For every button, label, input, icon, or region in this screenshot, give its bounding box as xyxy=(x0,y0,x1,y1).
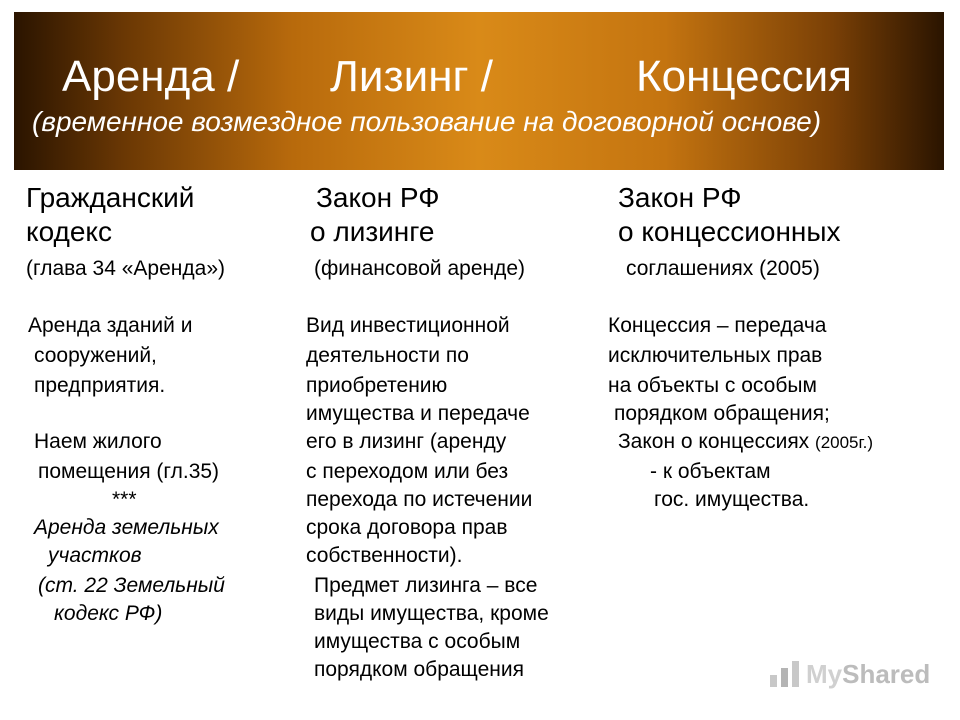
col3-header-line: о концессионных xyxy=(618,216,841,247)
col1-header-line: Гражданский xyxy=(26,182,195,213)
col1-line: (ст. 22 Земельный xyxy=(38,574,225,597)
col3-header-sub: соглашениях (2005) xyxy=(626,257,820,280)
col3-line: Концессия – передача xyxy=(608,314,827,337)
title-lizing: Лизинг / xyxy=(330,52,494,101)
col3-header-line: Закон РФ xyxy=(618,182,742,213)
col2-line: Вид инвестиционной xyxy=(306,314,510,337)
col1-line: Аренда зданий и xyxy=(28,314,193,337)
banner-subtitle: (временное возмездное пользование на договорной основе) xyxy=(32,106,822,137)
col3-line: - к объектам xyxy=(650,460,771,483)
col1-header-line: кодекс xyxy=(26,216,112,247)
col1-line: Аренда земельных xyxy=(34,516,219,539)
col2-line: с переходом или без xyxy=(306,460,509,483)
col2-line: порядком обращения xyxy=(314,658,524,681)
title-banner xyxy=(14,12,944,170)
col1-line: кодекс РФ) xyxy=(54,602,163,625)
col2-line: виды имущества, кроме xyxy=(314,602,549,625)
col2-header-sub: (финансовой аренде) xyxy=(314,257,526,280)
col1-line: участков xyxy=(48,544,142,567)
col2-line: имущества с особым xyxy=(314,630,521,653)
col3-line: на объекты с особым xyxy=(608,374,817,397)
myshared-logo xyxy=(768,656,930,692)
col2-header-line: Закон РФ xyxy=(316,182,440,213)
col2-header-line: о лизинге xyxy=(310,216,435,247)
title-arenda: Аренда / xyxy=(62,52,240,101)
col2-line: срока договора прав xyxy=(306,516,508,539)
col1-header xyxy=(26,181,194,249)
col3-line: порядком обращения; xyxy=(614,402,830,425)
col1-line: предприятия. xyxy=(34,374,166,397)
col1-line: Наем жилого xyxy=(34,430,162,453)
col3-header xyxy=(618,181,841,249)
col3-line: исключительных прав xyxy=(608,344,823,367)
col1-line: сооружений, xyxy=(34,344,157,367)
col2-line: его в лизинг (аренду xyxy=(306,430,507,453)
col3-law-text: Закон о концессиях xyxy=(618,430,810,453)
bar-chart-icon xyxy=(768,659,802,689)
title-koncessiya: Концессия xyxy=(636,52,852,101)
col2-line: имущества и передаче xyxy=(306,402,530,425)
logo-text-shared: Shared xyxy=(842,658,931,689)
logo-text-my: My xyxy=(806,658,843,689)
col2-line: перехода по истечении xyxy=(306,488,533,511)
col2-line: приобретению xyxy=(306,374,448,397)
col2-line: Предмет лизинга – все xyxy=(314,574,538,597)
col2-header xyxy=(310,181,440,249)
col3-line xyxy=(618,430,873,454)
col2-line: собственности). xyxy=(306,544,463,567)
col1-line: помещения (гл.35) xyxy=(38,460,220,483)
col1-line: *** xyxy=(112,488,137,511)
col1-header-sub: (глава 34 «Аренда») xyxy=(26,257,225,280)
col3-line: гос. имущества. xyxy=(654,488,810,511)
col2-line: деятельности по xyxy=(306,344,469,367)
col3-law-year: (2005г.) xyxy=(815,433,874,452)
